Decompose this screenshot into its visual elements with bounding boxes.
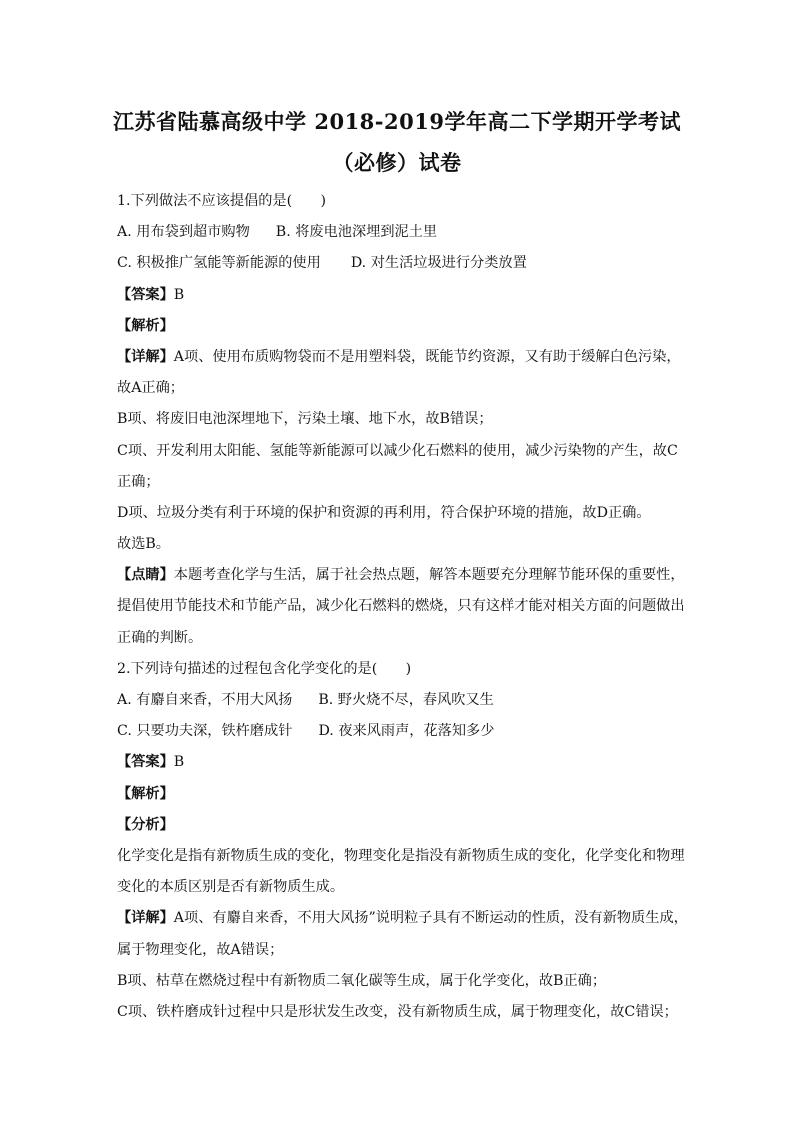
q1-option-a: A. 用布袋到超市购物 <box>117 224 250 241</box>
q1-answer-value: B <box>173 286 185 303</box>
q1-detail-line-1 <box>117 342 679 373</box>
q2-detail-text-1: A项、有麝自来香，不用大风扬”说明粒子具有不断运动的性质，没有新物质生成， <box>173 910 688 927</box>
q2-detail-line-3: B项、枯草在燃烧过程中有新物质二氧化碳等生成，属于化学变化，故B正确； <box>117 972 607 989</box>
q2-option-d: D. 夜来风雨声，花落知多少 <box>318 723 495 740</box>
q1-detail-line-2: 故A正确； <box>117 380 184 397</box>
q2-option-a: A. 有麝自来香，不用大风扬 <box>117 692 293 708</box>
q1-options-row2 <box>117 248 679 279</box>
q2-answer-tag: 【答案】 <box>117 754 174 771</box>
q1-point-line-2: 提倡使用节能技术和节能产品，减少化石燃料的燃烧，只有这样才能对相关方面的问题做出 <box>117 598 685 615</box>
q2-answer-value: B <box>173 754 185 771</box>
q1-answer-tag: 【答案】 <box>117 286 174 303</box>
q2-option-c: C. 只要功夫深，铁杵磨成针 <box>117 723 293 740</box>
q2-option-b: B. 野火烧不尽，春风吹又生 <box>318 692 494 708</box>
q2-stem: 2.下列诗句描述的过程包含化学变化的是( ) <box>117 660 412 677</box>
q2-options-row2 <box>117 716 679 747</box>
q1-detail-line-5: 正确； <box>117 473 160 490</box>
q1-detail-line-7: 故选B。 <box>117 536 170 553</box>
page-subtitle: （必修）试卷 <box>332 150 462 175</box>
q1-detail-line-4: C项、开发利用太阳能、氢能等新能源可以减少化石燃料的使用，减少污染物的产生，故C <box>117 442 678 459</box>
q2-fenxi-line-1: 化学变化是指有新物质生成的变化，物理变化是指没有新物质生成的变化，化学变化和物理 <box>117 847 685 864</box>
q2-options-row1 <box>117 685 679 716</box>
q1-option-b: B. 将废电池深埋到泥土里 <box>275 224 438 241</box>
q2-detail-line-1 <box>117 903 688 934</box>
page-title: 江苏省陆慕高级中学 2018-2019学年高二下学期开学考试 <box>113 109 681 134</box>
q2-analysis-tag: 【解析】 <box>117 785 174 802</box>
q1-detail-line-3: B项、将废旧电池深埋地下，污染土壤、地下水，故B错误； <box>117 411 493 428</box>
q1-point-line-1 <box>117 560 685 591</box>
q1-option-c: C. 积极推广氢能等新能源的使用 <box>117 255 321 272</box>
q2-answer <box>117 747 679 778</box>
q1-point-tag: 【点睛】 <box>117 567 174 584</box>
q1-analysis-tag: 【解析】 <box>117 317 174 334</box>
q1-detail-tag: 【详解】 <box>117 348 174 365</box>
q1-options-row1 <box>117 217 679 248</box>
q1-point-text-1: 本题考查化学与生活，属于社会热点题，解答本题要充分理解节能环保的重要性， <box>173 567 685 584</box>
q2-detail-tag: 【详解】 <box>117 910 174 927</box>
q1-detail-line-6: D项、垃圾分类有利于环境的保护和资源的再利用，符合保护环境的措施，故D正确。 <box>117 504 651 521</box>
q2-detail-line-2: 属于物理变化，故A错误； <box>117 941 284 958</box>
q1-point-line-3: 正确的判断。 <box>117 629 203 646</box>
q2-fenxi-tag: 【分析】 <box>117 816 174 833</box>
q1-detail-text-1: A项、使用布质购物袋而不是用塑料袋，既能节约资源，又有助于缓解白色污染， <box>173 348 681 365</box>
exam-body <box>117 186 688 1028</box>
q2-fenxi-line-2: 变化的本质区别是否有新物质生成。 <box>117 879 345 896</box>
q1-stem: 1.下列做法不应该提倡的是( ) <box>117 193 327 209</box>
q1-answer <box>117 280 679 311</box>
q1-option-d: D. 对生活垃圾进行分类放置 <box>350 255 527 272</box>
q2-detail-line-4: C项、铁杵磨成针过程中只是形状发生改变，没有新物质生成，属于物理变化，故C错误； <box>117 1003 678 1020</box>
